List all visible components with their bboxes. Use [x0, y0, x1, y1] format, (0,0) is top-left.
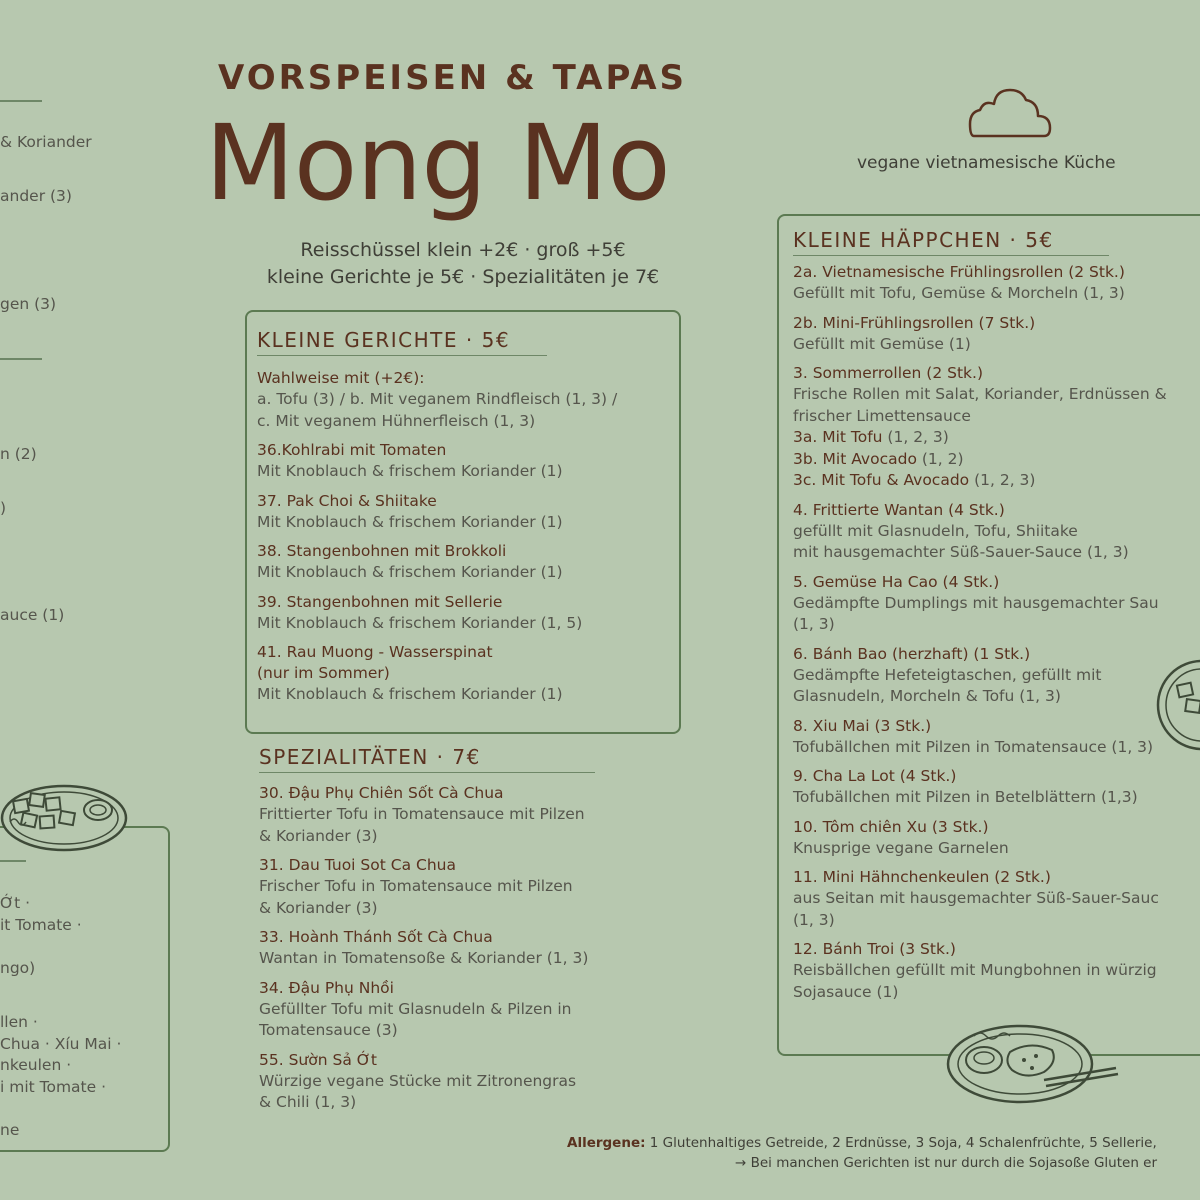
option-line: c. Mit veganem Hühnerfleisch (1, 3) — [257, 411, 536, 430]
left-fragment: n (2) — [0, 445, 37, 463]
menu-item — [793, 766, 1200, 809]
menu-item-title: 37. Pak Choi & Shiitake — [257, 491, 437, 510]
menu-item — [257, 491, 673, 534]
left-fragment: nkeulen · — [0, 1056, 72, 1074]
section-title-spezialitaeten: SPEZIALITÄTEN · 7€ — [259, 745, 595, 773]
sub-item-allergens: (1, 2, 3) — [969, 471, 1036, 489]
menu-item-title: 30. Đậu Phụ Chiên Sốt Cà Chua — [259, 784, 504, 802]
allergen-list: 1 Glutenhaltiges Getreide, 2 Erdnüsse, 3 Soja, 4 Schalenfrüchte, 5 Sellerie, — [645, 1135, 1157, 1151]
menu-item-desc: Frische Rollen mit Salat, Koriander, Erdnüssen & — [793, 385, 1167, 403]
menu-item-desc: Gedämpfte Hefeteigtaschen, gefüllt mit — [793, 665, 1102, 684]
menu-item-title: 34. Đậu Phụ Nhồi — [259, 978, 394, 997]
menu-sub-item — [793, 449, 1200, 471]
dumpling-plate-illustration — [944, 1022, 1124, 1106]
gluten-note: → Bei manchen Gerichten ist nur durch die Sojasoße Gluten er — [735, 1155, 1158, 1171]
left-fragment: ngo) — [0, 959, 36, 977]
menu-item-desc: & Koriander (3) — [259, 826, 378, 845]
menu-item-title: 2a. Vietnamesische Frühlingsrollen (2 Stk.) — [793, 263, 1125, 281]
menu-item-desc: Frischer Tofu in Tomatensauce mit Pilzen — [259, 877, 573, 895]
menu-item-desc: frischer Limettensauce — [793, 406, 971, 425]
menu-item-title: 4. Frittierte Wantan (4 Stk.) — [793, 500, 1005, 519]
menu-item-title: 31. Dau Tuoi Sot Ca Chua — [259, 856, 456, 874]
menu-item — [793, 716, 1200, 759]
menu-item — [793, 313, 1200, 356]
cloud-icon — [966, 86, 1052, 140]
left-fragment: i mit Tomate · — [0, 1078, 107, 1096]
menu-item — [257, 541, 673, 584]
menu-item-desc: (1, 3) — [793, 615, 835, 633]
menu-item-desc: Gedämpfte Dumplings mit hausgemachter Sau — [793, 593, 1159, 612]
left-fragment: ) — [0, 499, 7, 517]
menu-item-desc: Gefüllt mit Gemüse (1) — [793, 334, 971, 353]
menu-item — [793, 572, 1200, 636]
menu-item-desc: Wantan in Tomatensoße & Koriander (1, 3) — [259, 949, 589, 967]
price-info-line-1: Reisschüssel klein +2€ · groß +5€ — [300, 239, 626, 261]
menu-item — [793, 500, 1200, 564]
restaurant-name: Mong Mo — [205, 102, 670, 224]
left-fragment: Chua · Xíu Mai · — [0, 1035, 122, 1053]
menu-item-desc: Mit Knoblauch & frischem Koriander (1, 5) — [257, 613, 583, 632]
menu-item-title: 2b. Mini-Frühlingsrollen (7 Stk.) — [793, 313, 1036, 332]
left-fragment: & Koriander — [0, 133, 92, 151]
menu-item — [259, 978, 659, 1042]
menu-item-desc: Mit Knoblauch & frischem Koriander (1) — [257, 512, 563, 531]
menu-item-title: 38. Stangenbohnen mit Brokkoli — [257, 542, 507, 560]
menu-item-desc: (1, 3) — [793, 910, 835, 929]
tofu-plate-illustration — [0, 782, 132, 854]
restaurant-tagline: vegane vietnamesische Küche — [857, 153, 1116, 173]
menu-item-desc: Glasnudeln, Morcheln & Tofu (1, 3) — [793, 687, 1061, 705]
menu-item-desc: mit hausgemachter Süß-Sauer-Sauce (1, 3) — [793, 543, 1129, 561]
menu-item-desc: aus Seitan mit hausgemachter Süß-Sauer-Sauc — [793, 889, 1159, 907]
left-fragment: Ớt · — [0, 894, 31, 912]
menu-item — [793, 363, 1200, 492]
menu-item-title: 55. Sườn Sả Ớt — [259, 1050, 377, 1069]
menu-item — [257, 592, 673, 635]
sub-item-title: 3a. Mit Tofu — [793, 428, 883, 446]
menu-item-title: 41. Rau Muong - Wasserspinat — [257, 643, 493, 661]
menu-item — [257, 642, 673, 706]
kleine-gerichte-box — [245, 310, 681, 734]
menu-sub-item — [793, 470, 1200, 492]
menu-item — [793, 817, 1200, 860]
menu-item-desc: & Chili (1, 3) — [259, 1093, 357, 1111]
menu-item-title: 6. Bánh Bao (herzhaft) (1 Stk.) — [793, 644, 1031, 663]
left-fragment: gen (3) — [0, 295, 57, 313]
menu-item — [259, 855, 659, 919]
menu-item-desc: gefüllt mit Glasnudeln, Tofu, Shiitake — [793, 521, 1078, 540]
menu-item-desc: Reisbällchen gefüllt mit Mungbohnen in würzig — [793, 961, 1157, 979]
menu-item — [793, 867, 1200, 931]
left-fragment: auce (1) — [0, 606, 65, 624]
menu-item — [259, 783, 659, 847]
menu-item — [793, 939, 1200, 1003]
menu-sub-item — [793, 427, 1200, 449]
option-title: Wahlweise mit (+2€): — [257, 369, 425, 387]
option-line: a. Tofu (3) / b. Mit veganem Rindfleisch (1, 3) / — [257, 390, 618, 408]
sub-item-allergens: (1, 2, 3) — [882, 428, 949, 446]
allergen-label: Allergene: — [567, 1135, 646, 1151]
menu-item-desc: Mit Knoblauch & frischem Koriander (1) — [257, 462, 563, 480]
menu-item-desc: Würzige vegane Stücke mit Zitronengras — [259, 1071, 577, 1090]
menu-item-title: 3. Sommerrollen (2 Stk.) — [793, 364, 983, 382]
menu-item-title: 36.Kohlrabi mit Tomaten — [257, 441, 447, 459]
menu-item — [793, 644, 1200, 708]
price-info-line-2: kleine Gerichte je 5€ · Spezialitäten je 7€ — [266, 266, 660, 288]
menu-item-title: 5. Gemüse Ha Cao (4 Stk.) — [793, 572, 1000, 591]
menu-item — [259, 927, 659, 970]
sub-item-allergens: (1, 2) — [916, 449, 964, 468]
sub-item-title: 3b. Mit Avocado — [793, 449, 917, 468]
menu-item-desc: Frittierter Tofu in Tomatensauce mit Pilzen — [259, 805, 585, 823]
spezialitaeten-section — [259, 745, 659, 1114]
left-fragment: ander (3) — [0, 187, 72, 205]
menu-item-desc: Tomatensauce (3) — [259, 1021, 398, 1039]
menu-item-title: 11. Mini Hähnchenkeulen (2 Stk.) — [793, 868, 1051, 886]
section-title-kleine-haeppchen: KLEINE HÄPPCHEN · 5€ — [793, 228, 1109, 256]
menu-item-title: 33. Hoành Thánh Sốt Cà Chua — [259, 928, 493, 946]
menu-item-desc: Tofubällchen mit Pilzen in Tomatensauce (1, 3) — [793, 737, 1154, 756]
left-fragment: ne — [0, 1121, 20, 1139]
menu-item-desc: Gefüllt mit Tofu, Gemüse & Morcheln (1, 3) — [793, 284, 1125, 302]
menu-item — [257, 440, 673, 483]
allergen-legend — [567, 1135, 1157, 1151]
menu-item-desc: Knusprige vegane Garnelen — [793, 838, 1009, 857]
divider — [0, 358, 42, 360]
bowl-illustration — [1156, 658, 1200, 752]
menu-item-title: 10. Tôm chiên Xu (3 Stk.) — [793, 817, 989, 836]
left-menu-box — [0, 826, 170, 1152]
menu-item-title: 8. Xiu Mai (3 Stk.) — [793, 716, 932, 735]
menu-item-desc: & Koriander (3) — [259, 898, 378, 917]
menu-item-desc: Tofubällchen mit Pilzen in Betelblättern (1,3) — [793, 788, 1138, 806]
menu-item-desc: Gefüllter Tofu mit Glasnudeln & Pilzen in — [259, 999, 572, 1018]
menu-item-title-note: (nur im Sommer) — [257, 664, 390, 682]
menu-item-desc: Mit Knoblauch & frischem Koriander (1) — [257, 685, 563, 703]
section-title-kleine-gerichte: KLEINE GERICHTE · 5€ — [257, 328, 547, 356]
left-fragment: llen · — [0, 1013, 38, 1031]
menu-item — [793, 262, 1200, 305]
divider — [0, 860, 26, 862]
divider — [0, 100, 42, 102]
menu-item-title: 39. Stangenbohnen mit Sellerie — [257, 592, 503, 611]
menu-item-desc: Sojasauce (1) — [793, 982, 899, 1001]
menu-item-title: 12. Bánh Troi (3 Stk.) — [793, 940, 956, 958]
kleine-haeppchen-box — [777, 214, 1200, 1056]
menu-category-heading: VORSPEISEN & TAPAS — [218, 58, 688, 98]
left-fragment: it Tomate · — [0, 916, 82, 934]
menu-item-desc: Mit Knoblauch & frischem Koriander (1) — [257, 563, 563, 581]
sub-item-title: 3c. Mit Tofu & Avocado — [793, 471, 970, 489]
menu-item — [259, 1050, 659, 1114]
menu-item-title: 9. Cha La Lot (4 Stk.) — [793, 767, 957, 785]
